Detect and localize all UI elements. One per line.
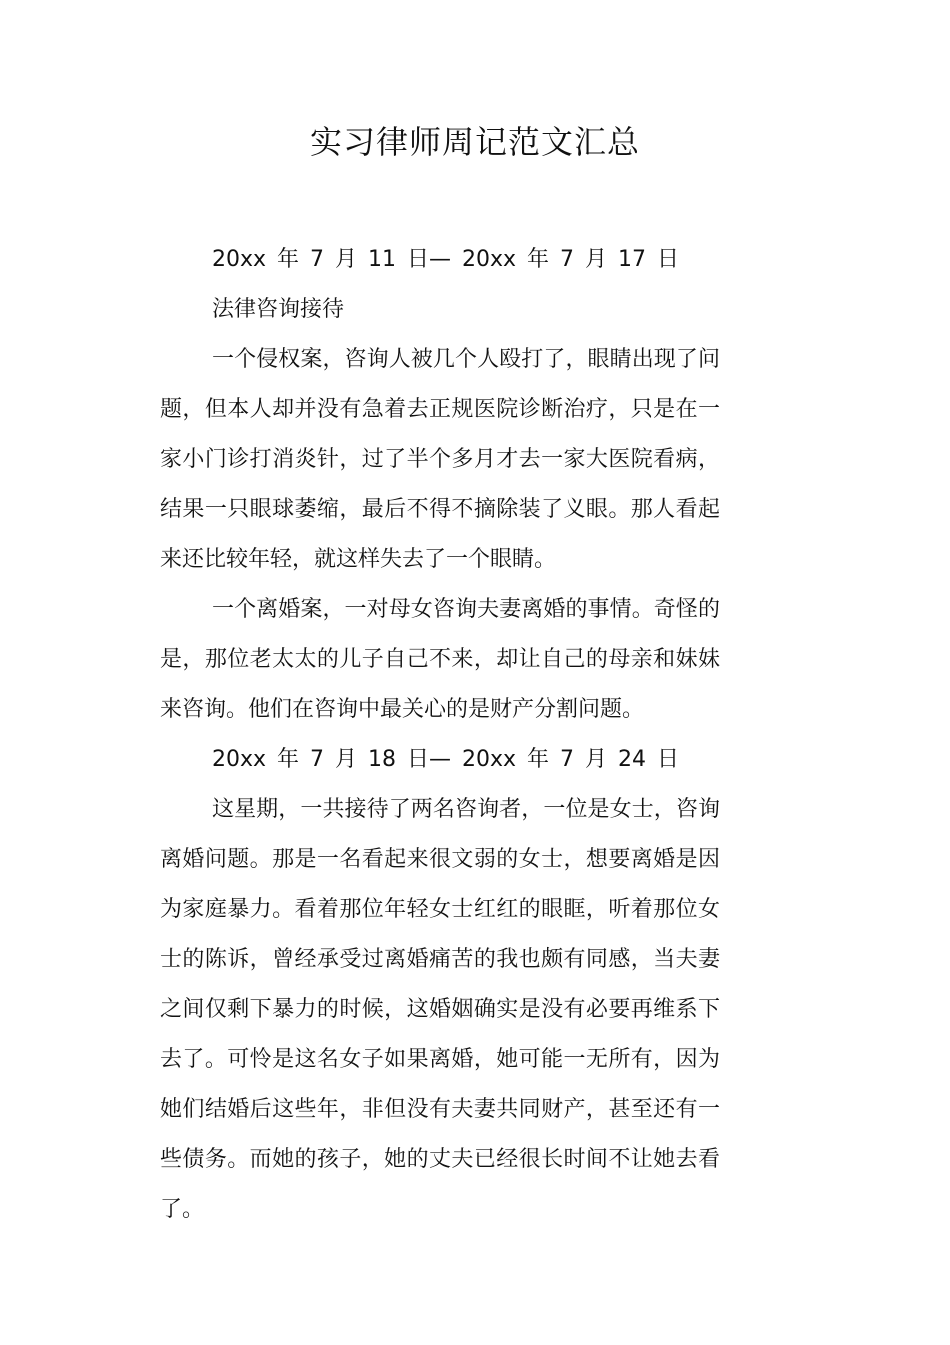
document-title: 实习律师周记范文汇总: [309, 123, 640, 161]
section-heading: 法律咨询接待: [212, 297, 345, 322]
paragraph-tort-case: 一个侵权案，咨询人被几个人殴打了，眼睛出现了问题，但本人却并没有急着去正规医院诊断治疗，只是在一家小门诊打消炎针，过了半个多月才去一家大医院看病，结果一只眼球萎缩，最后不得不摘除装了义眼。那人看起来还比较年轻，就这样失去了一个眼睛。: [160, 347, 720, 572]
week-date-range-1: 20xx 年 7 月 11 日— 20xx 年 7 月 17 日: [212, 247, 679, 272]
week-date-range-2: 20xx 年 7 月 18 日— 20xx 年 7 月 24 日: [212, 747, 679, 772]
paragraph-divorce-case: 一个离婚案，一对母女咨询夫妻离婚的事情。奇怪的是，那位老太太的儿子自己不来，却让自己的母亲和妹妹来咨询。他们在咨询中最关心的是财产分割问题。: [160, 597, 720, 722]
document-body: [160, 235, 720, 1235]
paragraph-weekly-consultation: 这星期，一共接待了两名咨询者，一位是女士，咨询离婚问题。那是一名看起来很文弱的女士，想要离婚是因为家庭暴力。看着那位年轻女士红红的眼眶，听着那位女士的陈诉，曾经承受过离婚痛苦的我也颇有同感，当夫妻之间仅剩下暴力的时候，这婚姻确实是没有必要再维系下去了。可怜是这名女子如果离婚，她可能一无所有，因为她们结婚后这些年，非但没有夫妻共同财产，甚至还有一些债务。而她的孩子，她的丈夫已经很长时间不让她去看了。: [160, 797, 720, 1222]
